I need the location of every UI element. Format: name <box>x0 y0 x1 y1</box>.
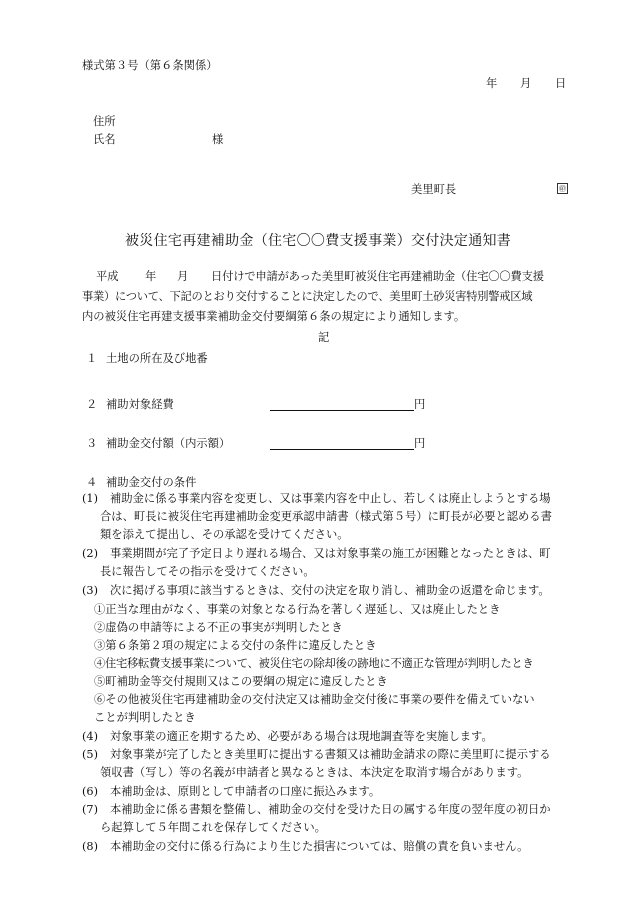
expense-amount-line <box>270 410 414 411</box>
section-4-label: 補助金交付の条件 <box>106 476 197 489</box>
section-4-num: ４ <box>86 476 98 489</box>
date-year-label: 年 <box>486 77 498 90</box>
section-3-num: ３ <box>86 437 98 450</box>
subitem: ⑤町補助金等交付規則又はこの要綱の規定に違反したとき <box>94 675 388 688</box>
condition-text: 対象事業が完了したとき美里町に提出する書類又は補助金請求の際に美里町に提示する領収書（写し）等の名義が申請者と異なるときは、本決定を取消す場合があります。 <box>100 748 551 780</box>
condition-num: (6) <box>82 785 99 798</box>
condition-item <box>82 490 552 545</box>
subitem: ⑥その他被災住宅再建補助金の交付決定又は補助金交付後に事業の要件を備えていないことが判明したとき <box>94 693 535 725</box>
condition-num: (1) <box>82 492 99 505</box>
condition-text: 事業期間が完了予定日より遅れる場合、又は対象事業の施工が困難となったときは、町長に報告してその指示を受けてください。 <box>100 547 551 579</box>
condition-num: (8) <box>82 840 99 853</box>
ki-label: 記 <box>318 331 330 344</box>
intro-era: 平成 <box>96 270 119 283</box>
grant-amount-line <box>270 449 414 450</box>
intro-month: 月 <box>177 270 189 283</box>
section-2-unit: 円 <box>414 398 426 411</box>
address-label: 住所 <box>93 115 116 128</box>
subitem: ②虚偽の申請等による不正の事実が判明したとき <box>94 621 343 634</box>
condition-item <box>82 582 552 600</box>
section-3-unit: 円 <box>414 437 426 450</box>
intro-line3: 内の被災住宅再建支援事業補助金交付要綱第６条の規定により通知します。 <box>82 310 466 323</box>
honorific: 様 <box>212 133 224 146</box>
intro-line1: 日付けで申請があった美里町被災住宅再建補助金（住宅〇〇費支援 <box>211 270 544 283</box>
condition-num: (2) <box>82 547 99 560</box>
form-id: 様式第３号（第６条関係） <box>82 59 218 72</box>
condition-item <box>82 801 552 837</box>
document-title: 被災住宅再建補助金（住宅〇〇費支援事業）交付決定通知書 <box>125 233 512 249</box>
condition-num: (4) <box>82 730 99 743</box>
condition-item <box>82 746 552 782</box>
issuer-name: 美里町長 <box>411 183 457 196</box>
subitem: ③第６条第２項の規定による交付の条件に違反したとき <box>94 639 377 652</box>
section-2-label: 補助対象経費 <box>106 398 174 411</box>
condition-text: 本補助金は、原則として申請者の口座に振込みます。 <box>110 785 381 798</box>
subitem: ④住宅移転費支援事業について、被災住宅の除却後の跡地に不適正な管理が判明したとき <box>94 657 534 670</box>
intro-line2: 事業）について、下記のとおり交付することに決定したので、美里町土砂災害特別警戒区域 <box>82 290 533 303</box>
subitem: ①正当な理由がなく、事業の対象となる行為を著しく遅延し、又は廃止したとき <box>94 603 501 616</box>
condition-num: (5) <box>82 748 99 761</box>
section-2-num: ２ <box>86 398 98 411</box>
condition-item <box>82 838 552 856</box>
section-3-label: 補助金交付額（内示額） <box>106 437 231 450</box>
condition-text: 本補助金の交付に係る行為により生じた損害については、賠償の責を負いません。 <box>110 840 529 853</box>
condition-text: 本補助金に係る書類を整備し、補助金の交付を受けた日の属する年度の翌年度の初日から起算して５年間これを保存してください。 <box>100 803 551 835</box>
section-1-num: １ <box>86 352 98 365</box>
condition-num: (3) <box>82 584 99 597</box>
condition-text: 対象事業の適正を期するため、必要がある場合は現地調査等を実施します。 <box>110 730 493 743</box>
seal-mark: ㊞ <box>559 185 566 193</box>
condition-text: 補助金に係る事業内容を変更し、又は事業内容を中止し、若しくは廃止しようとする場合は、町長に被災住宅再建補助金変更承認申請書（様式第５号）に町長が必要と認める書類を添えて提出し、その承認を受けてください。 <box>100 492 552 542</box>
condition-num: (7) <box>82 803 99 816</box>
condition-text: 次に掲げる事項に該当するときは、交付の決定を取り消し、補助金の返還を命じます。 <box>110 584 550 597</box>
date-month-label: 月 <box>520 77 532 90</box>
condition-item <box>82 728 552 746</box>
section-1-label: 土地の所在及び地番 <box>106 352 208 365</box>
date-day-label: 日 <box>555 77 567 90</box>
condition-item <box>82 783 552 801</box>
intro-year: 年 <box>145 270 157 283</box>
name-label: 氏名 <box>93 133 116 146</box>
condition-item <box>82 545 552 581</box>
